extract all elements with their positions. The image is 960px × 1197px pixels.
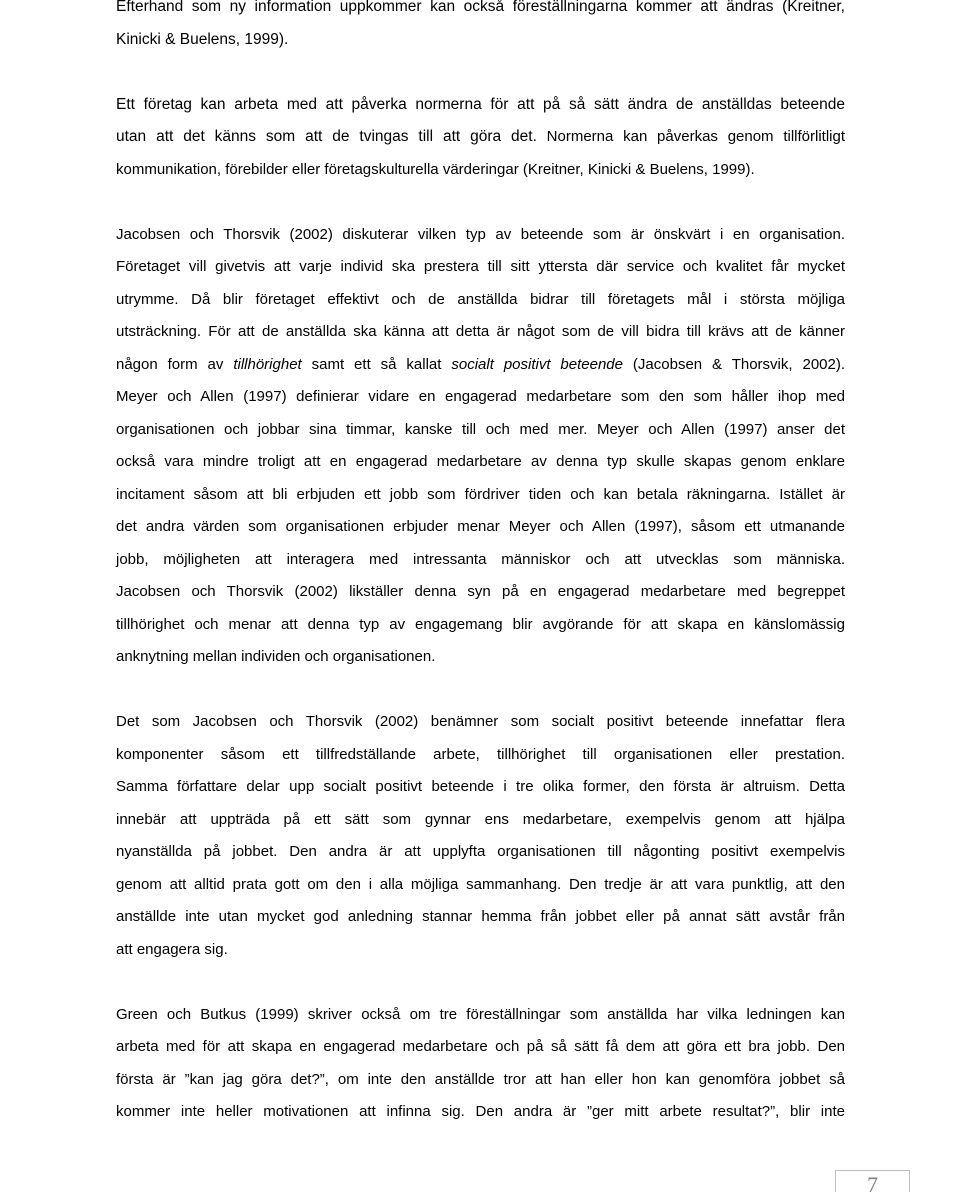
text-line: anställde inte utan mycket god anledning stannar hemma från jobbet eller på annat sätt avstår från [116,908,845,925]
text-line: Kinicki & Buelens, 1999). [116,30,289,48]
text-line: tillhörighet och menar att denna typ av engagemang blir avgörande för att skapa en känslomässig [116,615,845,633]
text-line: innebär att uppträda på ett sätt som gynnar ens medarbetare, exempelvis genom att hjälpa [116,810,845,828]
paragraph [116,999,845,1129]
text-line: Green och Butkus (1999) skriver också om tre föreställningar som anställda har vilka ledningen kan [116,1005,845,1023]
text-line: Meyer och Allen (1997) definierar vidare en engagerad medarbetare som den som håller ihop med [116,388,845,405]
paragraph [116,219,845,674]
text-line: Samma författare delar upp socialt positivt beteende i tre olika former, den första är altruism. Detta [116,778,845,795]
text-line: utsträckning. För att de anställda ska känna att detta är något som de vill bidra till krävs att de känner [116,323,845,340]
italic-term: socialt positivt beteende [451,355,623,373]
text-line [116,121,845,154]
text-line [116,349,845,382]
text-line: Jacobsen och Thorsvik (2002) diskuterar vilken typ av beteende som är önskvärt i en organisation. [116,225,845,243]
text-segment: (Jacobsen & Thorsvik, 2002). [623,355,846,373]
text-line: att engagera sig. [116,940,228,958]
text-segment: utan att det känns som att de tvingas till att göra det. [116,128,537,145]
text-line: också vara mindre troligt att en engagerad medarbetare av denna typ skulle skapas genom enklare [116,453,845,470]
text-line: Företaget vill givetvis att varje individ ska prestera till sitt yttersta där service och kvalitet får mycket [116,258,845,275]
text-segment: samt ett så kallat [301,355,452,373]
paragraph [116,89,845,187]
text-line: nyanställda på jobbet. Den andra är att upplyfta organisationen till någonting positivt exempelvis [116,843,845,860]
page-number-box [835,1170,910,1197]
text-line: arbeta med för att skapa en engagerad medarbetare och på så sätt få dem att göra ett bra jobb. Den [116,1038,845,1055]
text-line: Ett företag kan arbeta med att påverka normerna för att på så sätt ändra de anställdas beteende [116,95,845,113]
text-line: anknytning mellan individen och organisationen. [116,648,436,665]
text-line: incitament såsom att bli erbjuden ett jobb som fördriver tiden och kan betala räkningarna. Istället är [116,485,845,503]
text-line: utrymme. Då blir företaget effektivt och de anställda bidrar till företagets mål i största möjliga [116,290,845,308]
paragraph [116,0,845,56]
text-line: Jacobsen och Thorsvik (2002) likställer denna syn på en engagerad medarbetare med begreppet [116,583,845,600]
text-segment: någon form av [116,355,234,373]
document-body [116,0,845,1161]
text-line: jobb, möjligheten att interagera med intressanta människor och att utvecklas som människa. [116,550,845,568]
text-line: organisationen och jobbar sina timmar, kanske till och med mer. Meyer och Allen (1997) anser det [116,420,845,438]
italic-term: tillhörighet [233,355,302,373]
text-segment: Normerna kan påverkas genom tillförlitligt [536,128,845,145]
text-line: det andra värden som organisationen erbjuder menar Meyer och Allen (1997), såsom ett utmanande [116,518,845,535]
text-line: första är ”kan jag göra det?”, om inte den anställde tror att han eller hon kan genomföra jobbet så [116,1070,845,1088]
page-number: 7 [867,1172,878,1197]
text-line: kommer inte heller motivationen att infinna sig. Den andra är ”ger mitt arbete resultat?”, blir inte [116,1103,845,1120]
text-line: Det som Jacobsen och Thorsvik (2002) benämner som socialt positivt beteende innefattar flera [116,713,845,730]
text-line: kommunikation, förebilder eller företagskulturella värderingar (Kreitner, Kinicki & Buelens, 1999). [116,160,755,178]
text-line: Efterhand som ny information uppkommer kan också föreställningarna kommer att ändras (Kreitner, [116,0,845,15]
paragraph [116,706,845,966]
text-line: genom att alltid prata gott om den i alla möjliga sammanhang. Den tredje är att vara punktlig, att den [116,875,845,893]
text-line: komponenter såsom ett tillfredställande arbete, tillhörighet till organisationen eller prestation. [116,745,845,763]
